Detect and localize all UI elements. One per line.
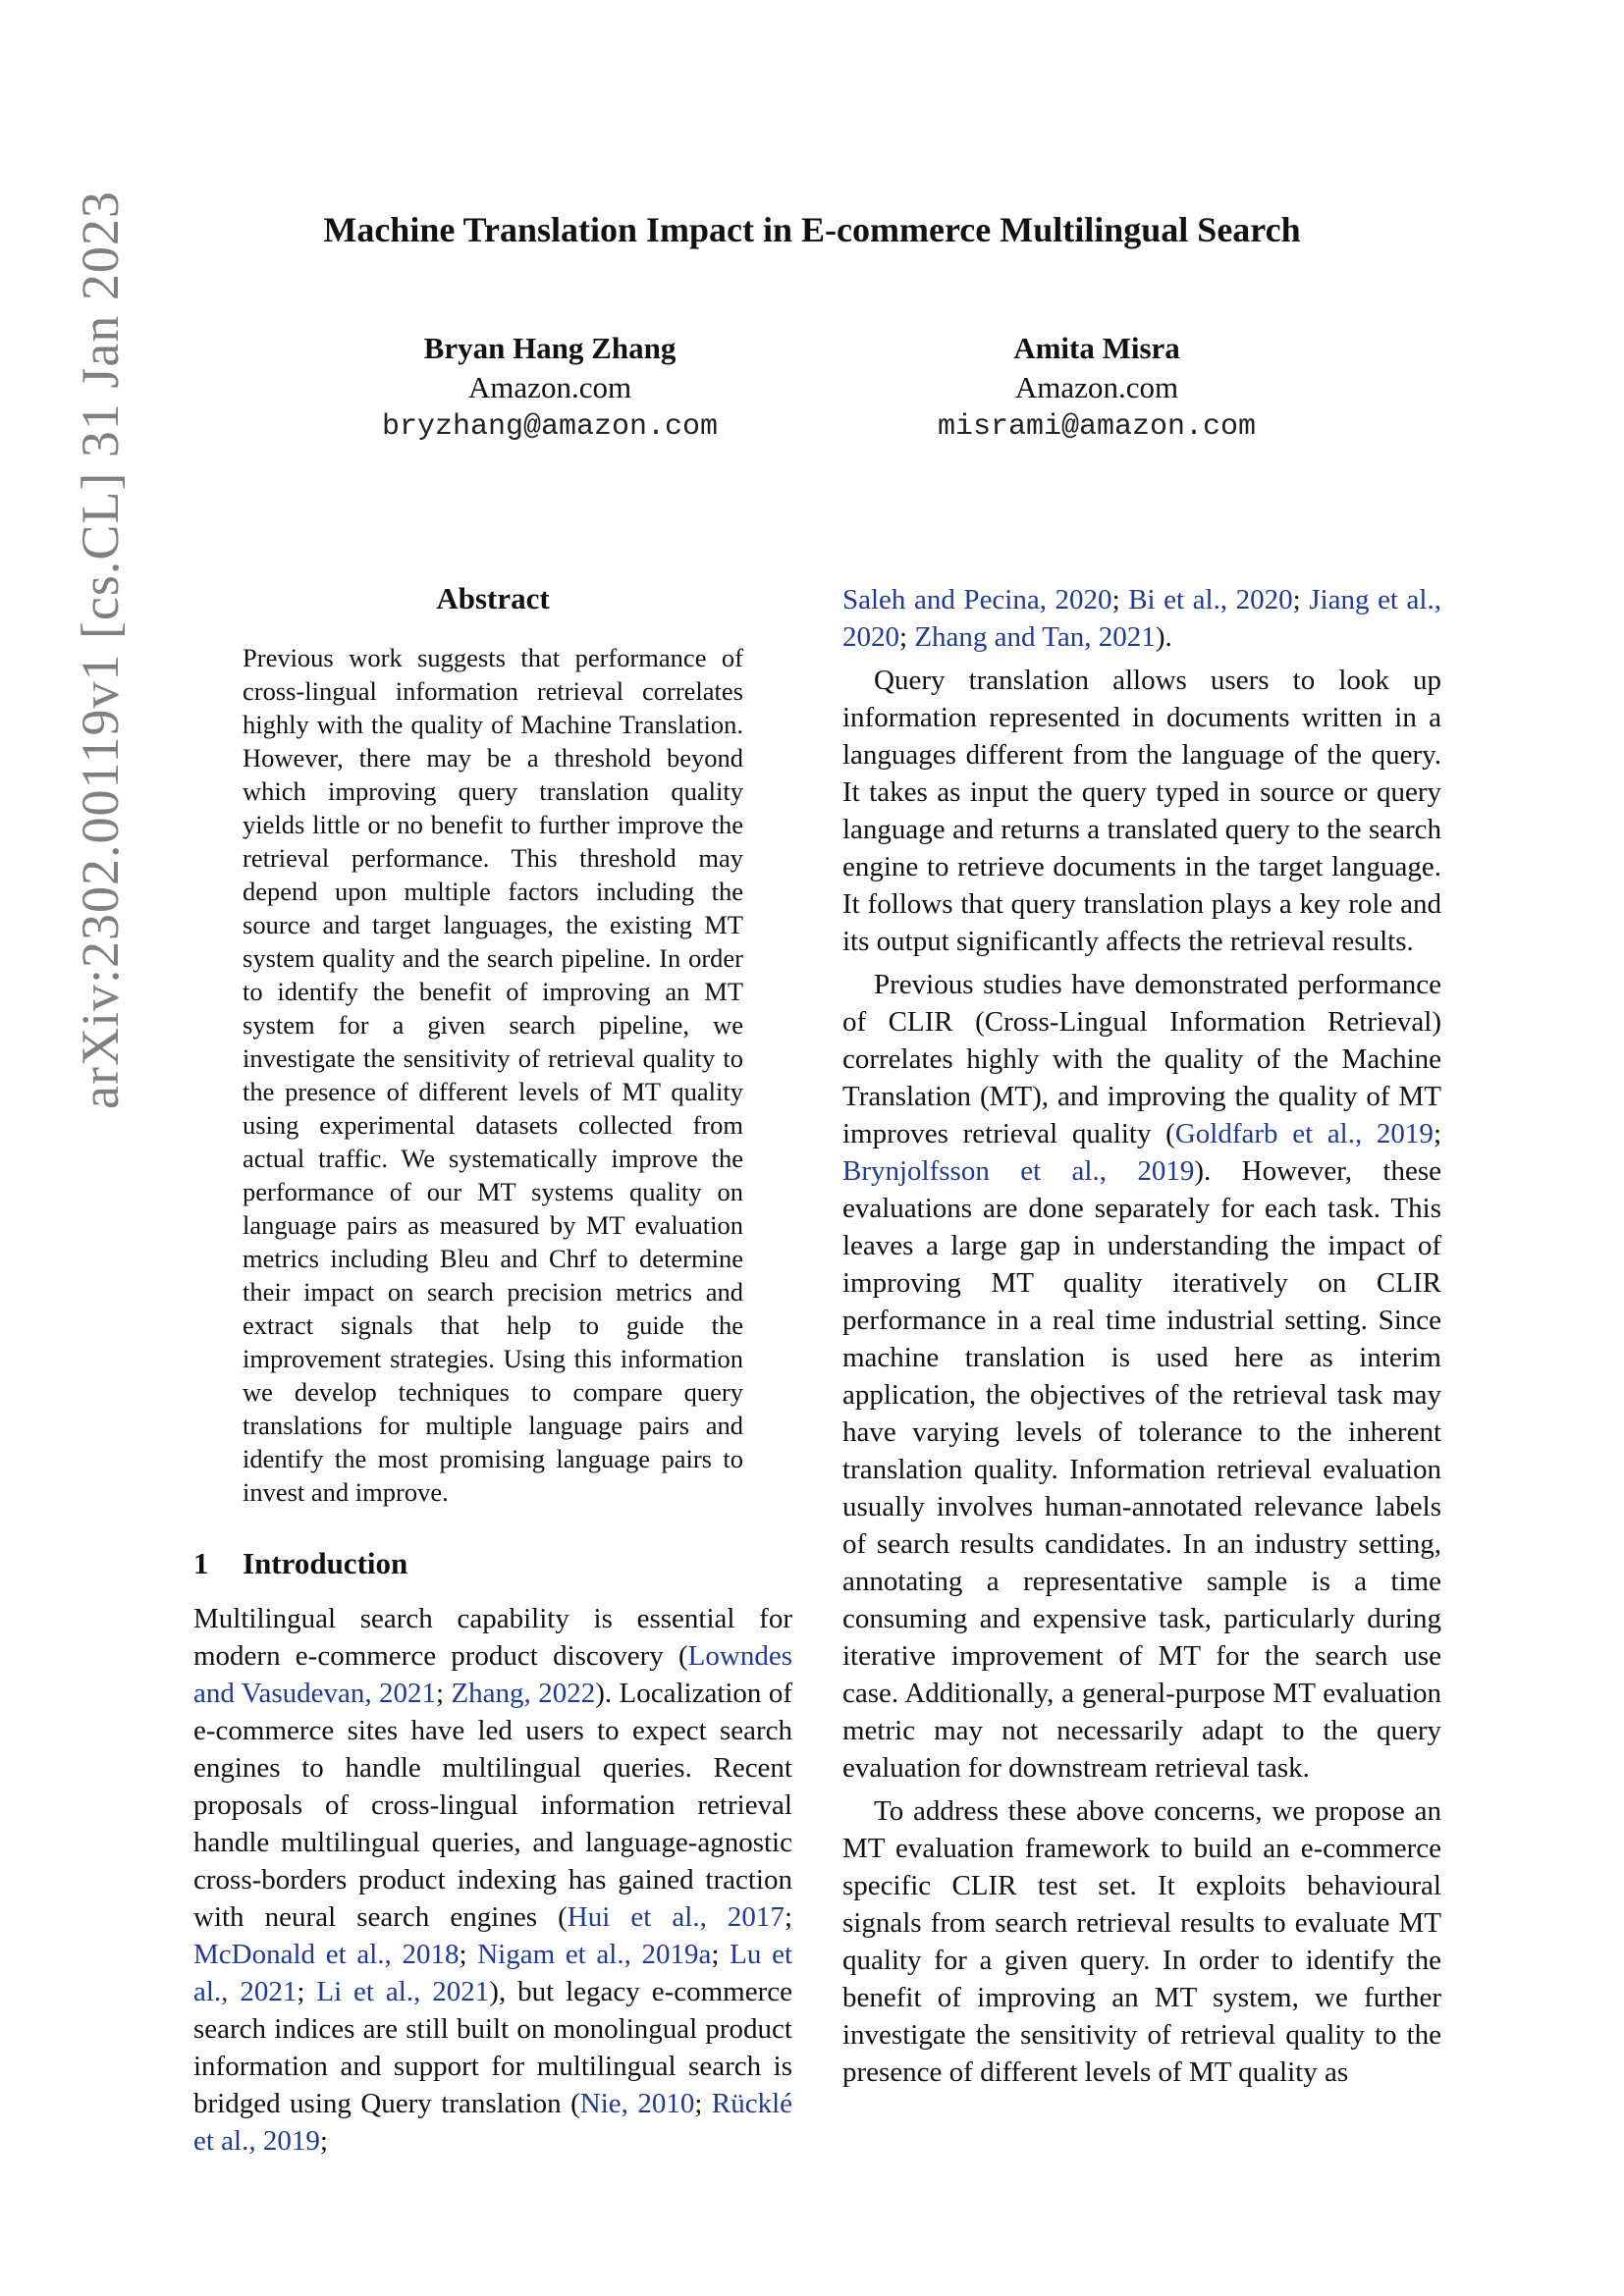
arxiv-identifier: arXiv:2302.00119v1 [cs.CL] 31 Jan 2023 — [71, 190, 130, 1109]
author-email: bryzhang@amazon.com — [381, 410, 719, 444]
body-text: ). However, these evaluations are done separately for each task. This leaves a large gap in understanding the impact of improving MT quality iteratively on CLIR performance in a real time industrial setting. Since machine translation is used here as interim application, the objectives of the retrieval task may have varying levels of tolerance to the inherent translation quality. Information retrieval evaluation usually involves human-annotated relevance labels of search results candidates. In an industry setting, annotating a representative sample is a time consuming and expensive task, particularly during iterative improvement of MT for the search use case. Additionally, a general-purpose MT evaluation metric may not necessarily adapt to the query evaluation for downstream retrieval task. — [842, 1155, 1441, 1784]
abstract-heading: Abstract — [436, 581, 550, 615]
author-affiliation: Amazon.com — [467, 370, 632, 404]
separator: ; — [459, 1939, 478, 1970]
separator: ; — [297, 1976, 317, 2007]
separator: ; — [899, 621, 915, 653]
citation-link[interactable]: Li et al., 2021 — [316, 1976, 490, 2007]
continued-paragraph — [842, 581, 1441, 656]
right-column — [842, 581, 1441, 2091]
separator: ; — [436, 1678, 452, 1709]
author-block-2 — [851, 329, 1342, 447]
separator: ; — [711, 1939, 731, 1970]
author-affiliation: Amazon.com — [1014, 370, 1179, 404]
citation-link[interactable]: Goldfarb et al., 2019 — [1174, 1118, 1434, 1149]
citation-link[interactable]: Lu et al., 2021 — [193, 1939, 792, 2007]
citation-link[interactable]: Zhang and Tan, 2021 — [914, 621, 1156, 653]
separator: ; — [694, 2088, 712, 2119]
citation-link[interactable]: Rücklé et al., 2019 — [193, 2088, 793, 2157]
author-block-1 — [304, 329, 795, 447]
paper-title: Machine Translation Impact in E-commerce Multilingual Search — [323, 210, 1301, 249]
separator: ; — [1292, 584, 1310, 615]
citation-link[interactable]: Jiang et al., 2020 — [842, 584, 1441, 653]
citation-link[interactable]: Brynjolfsson et al., 2019 — [842, 1155, 1195, 1187]
body-text: Previous studies have demonstrated performance of CLIR (Cross-Lingual Information Retrieval) correlates highly with the quality of the Machine Translation (MT), and improving the quality of MT improves retrieval quality ( — [842, 969, 1441, 1149]
citation-link[interactable]: Bi et al., 2020 — [1128, 584, 1293, 615]
abstract-text: Previous work suggests that performance of cross-lingual information retrieval correlates highly with the quality of Machine Translation. However, there may be a threshold beyond which improving query translation quality yields little or no benefit to further improve the retrieval performance. This threshold may depend upon multiple factors including the source and target languages, the existing MT system quality and the search pipeline. In order to identify the benefit of improving an MT system for a given search pipeline, we investigate the sensitivity of retrieval quality to the presence of different levels of MT quality using experimental datasets collected from actual traffic. We systematically improve the performance of our MT systems quality on language pairs as measured by MT evaluation metrics including Bleu and Chrf to determine their impact on search precision metrics and extract signals that help to guide the improvement strategies. Using this information we develop techniques to compare query translations for multiple language pairs and identify the most promising language pairs to invest and improve. — [243, 643, 743, 1507]
body-text: Multilingual search capability is essential for modern e-commerce product discovery ( — [193, 1603, 792, 1672]
separator: ; — [1433, 1118, 1441, 1149]
citation-link[interactable]: Lowndes and Vasudevan, 2021 — [193, 1640, 792, 1709]
previous-studies-paragraph — [842, 966, 1441, 1787]
citation-link[interactable]: Zhang, 2022 — [451, 1678, 596, 1709]
citation-link[interactable]: Saleh and Pecina, 2020 — [842, 584, 1112, 615]
citation-link[interactable]: McDonald et al., 2018 — [193, 1939, 460, 1970]
proposal-paragraph: To address these above concerns, we propose an MT evaluation framework to build an e-commerce specific CLIR test set. It exploits behavioural signals from search retrieval results to evaluate MT quality for a given query. In order to identify the benefit of improving an MT system, we further investigate the sensitivity of retrieval quality to the presence of different levels of MT quality as — [842, 1795, 1441, 2088]
intro-paragraph-1 — [193, 1600, 792, 2160]
section-number: 1 — [193, 1546, 209, 1580]
citation-link[interactable]: Nie, 2010 — [579, 2088, 695, 2119]
body-text: ). — [1155, 621, 1172, 653]
section-heading-introduction — [193, 1544, 792, 1583]
separator: ; — [319, 2125, 328, 2157]
separator: ; — [784, 1901, 792, 1933]
left-column — [193, 579, 792, 2160]
body-text: ), but legacy e-commerce search indices are still built on monolingual product information and support for multilingual search is bridged using Query translation ( — [193, 1976, 792, 2119]
author-email: misrami@amazon.com — [937, 410, 1257, 444]
citation-link[interactable]: Hui et al., 2017 — [567, 1901, 785, 1933]
section-title: Introduction — [243, 1546, 408, 1580]
author-name: Amita Misra — [1013, 331, 1180, 365]
query-translation-paragraph: Query translation allows users to look up information represented in documents written in a languages different from the language of the query. It takes as input the query typed in source or query language and returns a translated query to the search engine to retrieve documents in the target language. It follows that query translation plays a key role and its output significantly affects the retrieval results. — [842, 665, 1441, 957]
citation-link[interactable]: Nigam et al., 2019a — [477, 1939, 712, 1970]
author-name: Bryan Hang Zhang — [423, 331, 677, 365]
body-text: ). Localization of e-commerce sites have led users to expect search engines to handle multilingual queries. Recent proposals of cross-lingual information retrieval handle multilingual queries, and language-agnostic cross-borders product indexing has gained traction with neural search engines ( — [193, 1678, 792, 1933]
separator: ; — [1111, 584, 1129, 615]
